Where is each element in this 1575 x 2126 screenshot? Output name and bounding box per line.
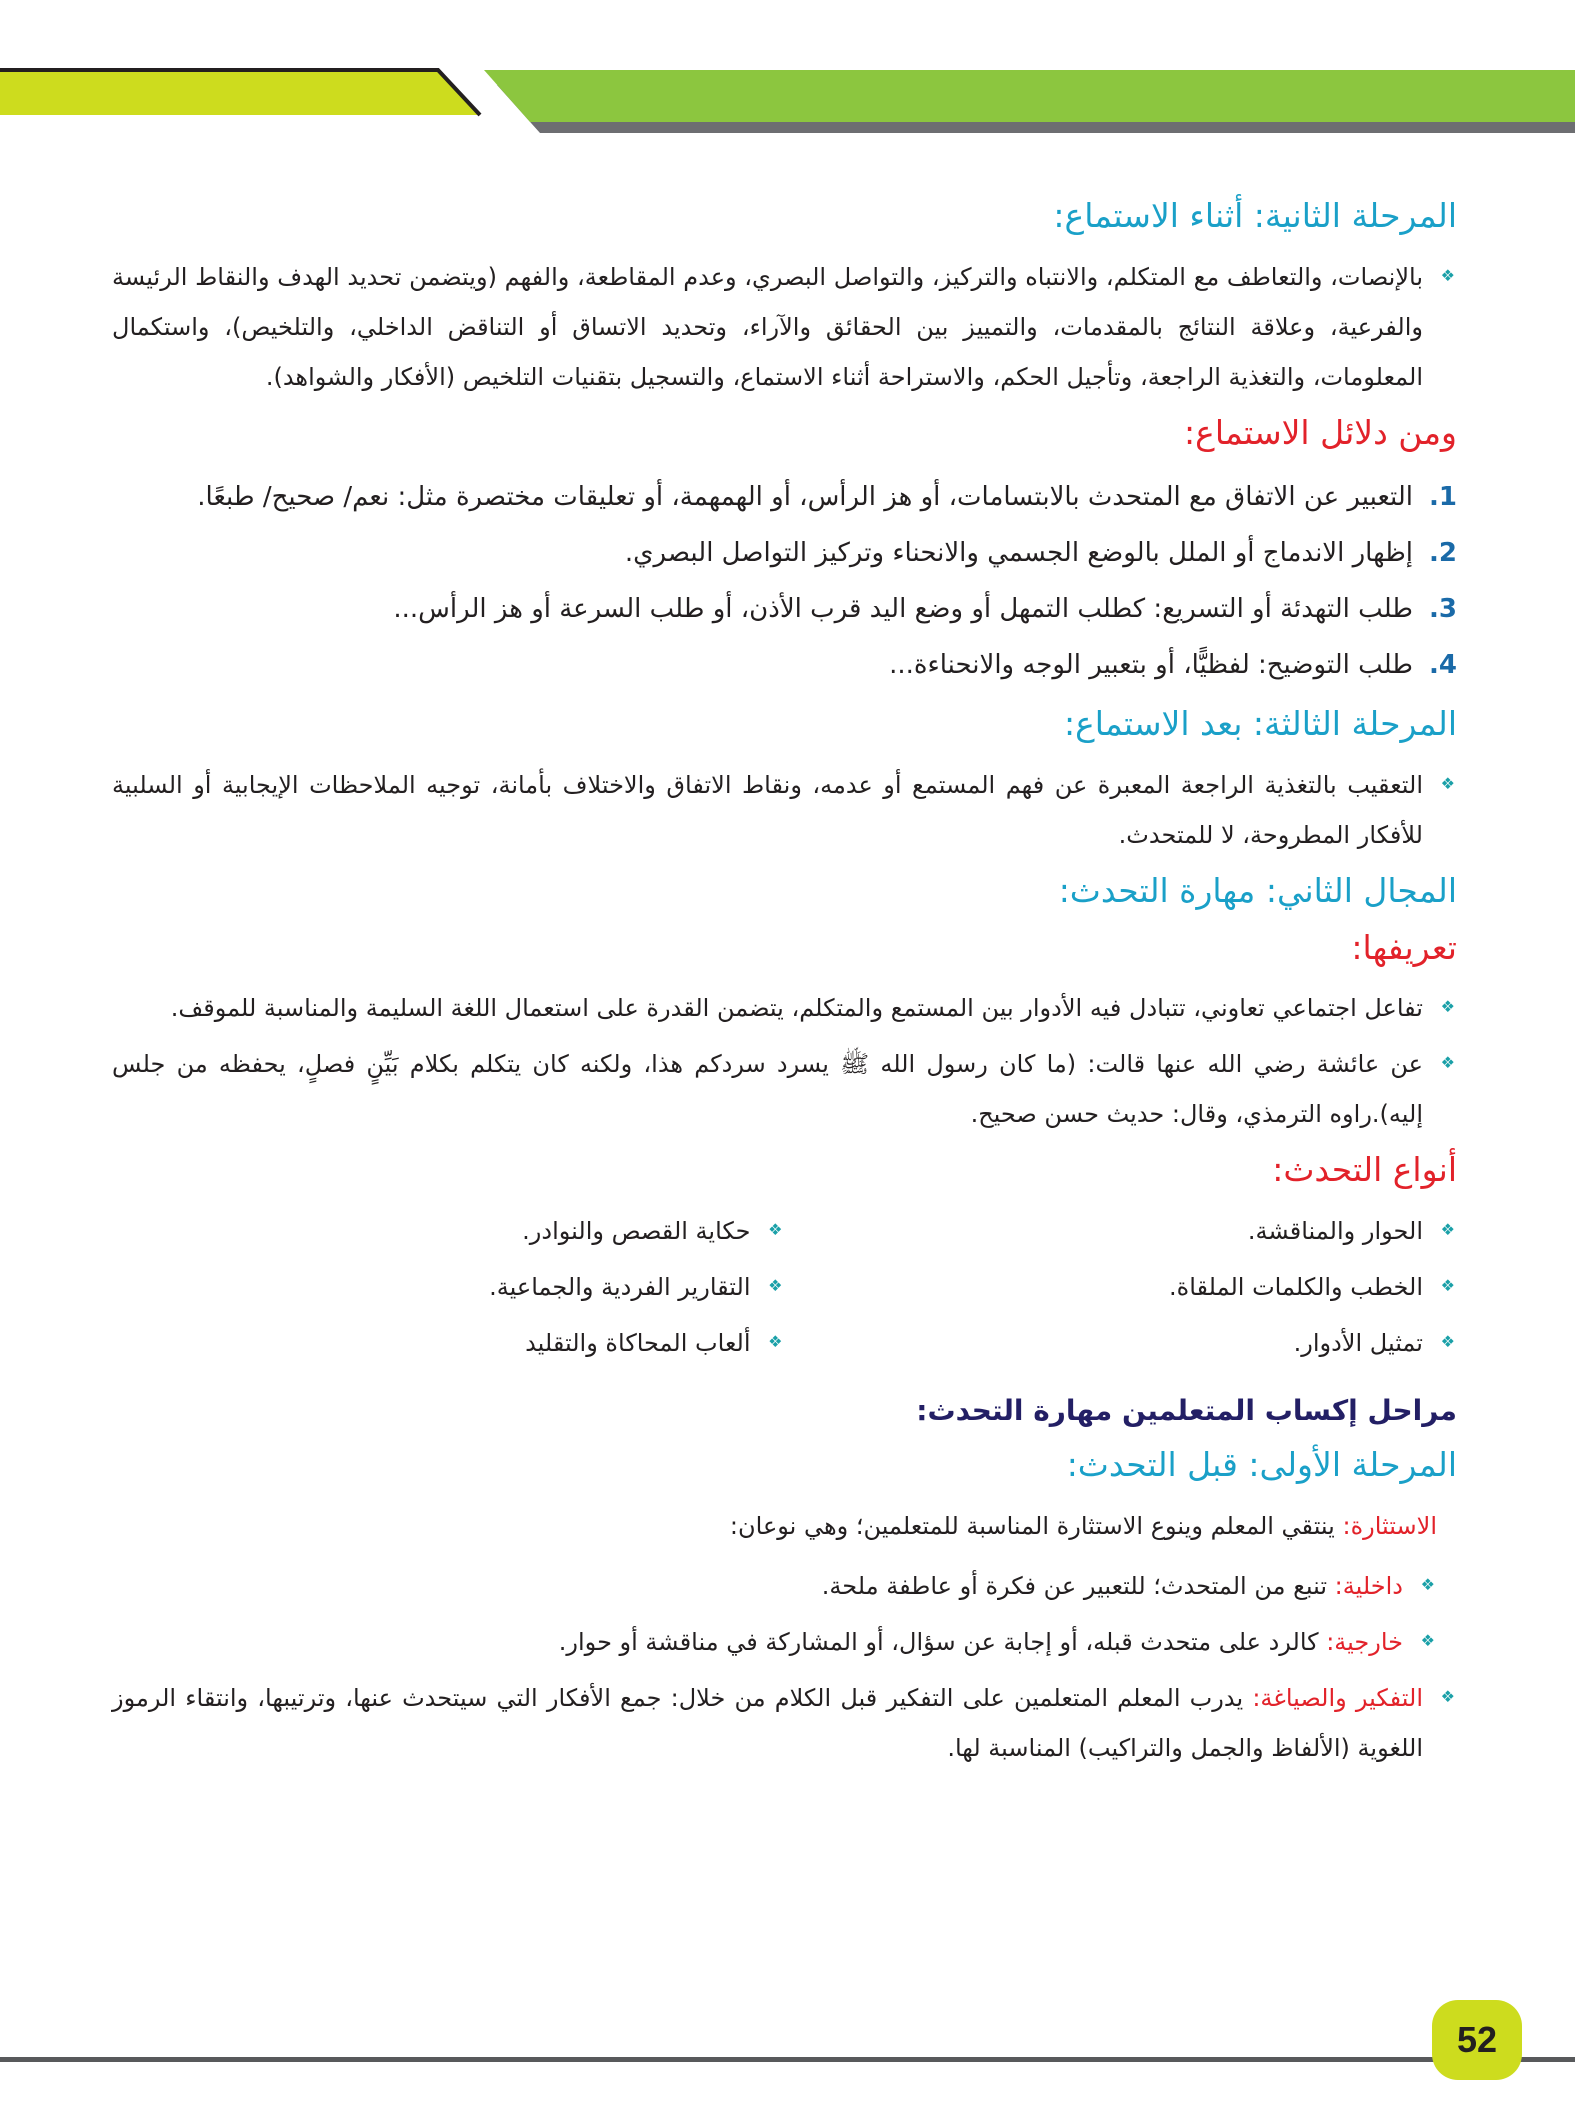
item-number: 2. (1429, 537, 1457, 568)
page-number-badge: 52 (1432, 2000, 1522, 2080)
list-item (785, 1318, 1458, 1368)
bullet-text: الخطب والكلمات الملقاة. (1169, 1273, 1423, 1302)
list-item (112, 1039, 1457, 1139)
right-column (785, 1206, 1458, 1374)
bullet-text: التعقيب بالتغذية الراجعة المعبرة عن فهم المستمع أو عدمه، ونقاط الاتفاق والاختلاف بأمانة، توجيه الملاحظات الإيجابية أو السلبية للأفكار المطروحة، لا للمتحدث. (112, 770, 1423, 849)
left-column (112, 1206, 785, 1374)
section-heading: ومن دلائل الاستماع: (1184, 412, 1457, 452)
listening-signs-section (112, 412, 1457, 693)
item-text: إظهار الاندماج أو الملل بالوضع الجسمي والانحناء وتركيز التواصل البصري. (624, 537, 1413, 568)
item-text: طلب التوضيح: لفظيًّا، أو بتعبير الوجه والانحناءة... (889, 649, 1413, 680)
diamond-bullet-icon: ❖ (1440, 1332, 1455, 1352)
item-number: 1. (1429, 481, 1457, 512)
acquisition-section (112, 1392, 1457, 1430)
bullet-text: تمثيل الأدوار. (1293, 1329, 1423, 1358)
listening-stage3-section (112, 703, 1457, 860)
diamond-bullet-icon: ❖ (768, 1332, 783, 1352)
list-item (112, 1561, 1457, 1611)
item-text: طلب التهدئة أو التسريع: كطلب التمهل أو وضع اليد قرب الأذن، أو طلب السرعة أو هز الرأس... (393, 593, 1413, 624)
top-banner (0, 0, 1575, 140)
section-heading: المرحلة الثالثة: بعد الاستماع: (1063, 703, 1457, 743)
bullet-label: التفكير والصياغة: (1252, 1684, 1424, 1713)
bullet-text: حكاية القصص والنوادر. (522, 1217, 751, 1246)
diamond-bullet-icon: ❖ (1440, 1687, 1455, 1707)
diamond-bullet-icon: ❖ (1440, 1220, 1455, 1240)
banner-yellow-band (0, 70, 480, 115)
diamond-bullet-icon: ❖ (1440, 1276, 1455, 1296)
speaking-domain-section (112, 870, 1457, 913)
consult-paragraph (112, 1501, 1457, 1551)
speaking-stage1-section (112, 1444, 1457, 1773)
definition-section (112, 927, 1457, 1140)
item-text: التعبير عن الاتفاق مع المتحدث بالابتسامات، أو هز الرأس، أو الهمهمة، أو تعليقات مختصرة مثل: نعم/ صحيح/ طبعًا. (197, 481, 1413, 512)
numbered-item (112, 581, 1457, 637)
bullet-text: الحوار والمناقشة. (1247, 1217, 1423, 1246)
list-item (112, 1206, 785, 1256)
bullet-text: يدرب المعلم المتعلمين على التفكير قبل الكلام من خلال: جمع الأفكار التي سيتحدث عنها، وترتيبها، وانتقاء الرموز اللغوية (الألفاظ والجمل والتراكيب) المناسبة لها. (112, 1684, 1423, 1763)
bullet-text: تفاعل اجتماعي تعاوني، تتبادل فيه الأدوار بين المستمع والمتكلم، يتضمن القدرة على استعمال اللغة السليمة والمناسبة للموقف. (170, 994, 1423, 1023)
listening-stage2-section (112, 195, 1457, 402)
bullet-text: بالإنصات، والتعاطف مع المتكلم، والانتباه والتركيز، والتواصل البصري، وعدم المقاطعة، والفهم (ويتضمن تحديد الهدف والنقاط الرئيسة والفرعية، وعلاقة النتائج بالمقدمات، والتمييز بين الحقائق والآراء، وتحديد الاتساق أو التناقض الداخلي، والتلخيص)، واستكمال المعلومات، والتغذية الراجعة، وتأجيل الحكم، والاستراحة أثناء الاستماع، والتسجيل بتقنيات التلخيص (الأفكار والشواهد). (112, 262, 1423, 391)
bullet-text: عن عائشة رضي الله عنها قالت: (ما كان رسول الله ﷺ يسرد سردكم هذا، ولكنه كان يتكلم بكلام بَيِّنٍ فصلٍ، يحفظه من جلس إليه).راوه الترمذي، وقال: حديث حسن صحيح. (112, 1050, 1423, 1129)
list-item (112, 1673, 1457, 1773)
numbered-item (112, 637, 1457, 693)
footer-rule (0, 2057, 1438, 2062)
diamond-bullet-icon: ❖ (1440, 997, 1455, 1017)
numbered-item (112, 469, 1457, 525)
diamond-bullet-icon: ❖ (1440, 773, 1455, 793)
section-heading: المجال الثاني: مهارة التحدث: (1058, 870, 1457, 910)
consult-label: الاستثارة: (1342, 1512, 1437, 1541)
diamond-bullet-icon: ❖ (1420, 1631, 1435, 1651)
diamond-bullet-icon: ❖ (768, 1220, 783, 1240)
bullet-label: خارجية: (1326, 1628, 1403, 1657)
section-heading: أنواع التحدث: (1272, 1150, 1457, 1190)
page-content (112, 195, 1457, 1783)
list-item (785, 1262, 1458, 1312)
bullet-text: التقارير الفردية والجماعية. (489, 1273, 751, 1302)
section-heading: المرحلة الأولى: قبل التحدث: (1066, 1445, 1457, 1485)
bullet-text: تنبع من المتحدث؛ للتعبير عن فكرة أو عاطفة ملحة. (821, 1572, 1335, 1601)
list-item (112, 983, 1457, 1033)
list-item (785, 1206, 1458, 1256)
section-heading: المرحلة الثانية: أثناء الاستماع: (1053, 196, 1457, 235)
diamond-bullet-icon: ❖ (768, 1276, 783, 1296)
bullet-text: ألعاب المحاكاة والتقليد (525, 1329, 751, 1358)
bullet-label: داخلية: (1334, 1572, 1403, 1601)
banner-green-band (484, 70, 1575, 122)
list-item (112, 1617, 1457, 1667)
item-number: 4. (1429, 649, 1457, 680)
list-item (112, 760, 1457, 860)
consult-text: ينتقي المعلم وينوع الاستثارة المناسبة للمتعلمين؛ وهي نوعان: (729, 1512, 1343, 1541)
diamond-bullet-icon: ❖ (1440, 1053, 1455, 1073)
bullet-text: كالرد على متحدث قبله، أو إجابة عن سؤال، أو المشاركة في مناقشة أو حوار. (558, 1628, 1327, 1657)
diamond-bullet-icon: ❖ (1420, 1575, 1435, 1595)
diamond-bullet-icon: ❖ (1440, 265, 1455, 285)
speech-types-columns (112, 1206, 1457, 1374)
list-item (112, 252, 1457, 402)
list-item (112, 1318, 785, 1368)
speech-types-section (112, 1149, 1457, 1374)
numbered-item (112, 525, 1457, 581)
section-heading: مراحل إكساب المتعلمين مهارة التحدث: (916, 1394, 1457, 1428)
section-heading: تعريفها: (1351, 927, 1457, 967)
item-number: 3. (1429, 593, 1457, 624)
list-item (112, 1262, 785, 1312)
